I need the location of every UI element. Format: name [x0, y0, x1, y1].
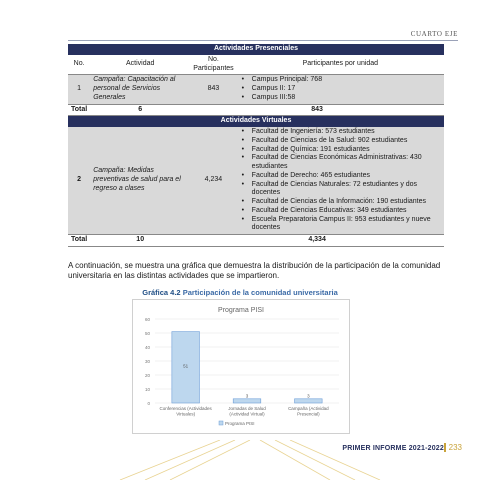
list-item: • Facultad de Derecho: 465 estudiantes	[240, 172, 441, 181]
chart-frame	[132, 299, 350, 434]
x-tick-label: Jornadas de Salud	[228, 406, 266, 411]
legend-label: Programa PISI	[225, 420, 255, 426]
list-item: • Facultad de Ingeniería: 573 estudiantes	[240, 128, 441, 137]
total-actividades: 10	[90, 235, 190, 247]
row-actividad: Campaña: Capacitación al personal de Servicios Generales	[90, 75, 190, 104]
chart-title: Programa PISI	[218, 307, 264, 314]
col-no: No.	[68, 55, 90, 75]
x-tick-label: Campaña (Actividad	[288, 406, 329, 411]
row-participantes: 4,234	[190, 127, 236, 235]
list-item: • Campus Principal: 768	[240, 76, 441, 85]
bar-chart	[133, 300, 349, 433]
intro-paragraph: A continuación, se muestra una gráfica que demuestra la distribución de la participación de la comunidad universitaria en las distintas actividades que se impartieron.	[68, 261, 441, 281]
virtuales-title: Actividades Virtuales	[68, 116, 444, 127]
report-title: PRIMER INFORME 2021-2022	[342, 445, 444, 452]
section-tag: CUARTO EJE	[410, 30, 458, 38]
list-item: • Facultad de Ciencias Naturales: 72 estudiantes y dos docentes	[240, 181, 441, 199]
list-item: • Facultad de Ciencias de la Información: 190 estudiantes	[240, 198, 441, 207]
list-item: • Campus III:58	[240, 94, 441, 103]
caption-text: Participación de la comunidad universitaria	[182, 288, 338, 297]
total-participantes: 843	[190, 104, 444, 116]
row-no: 1	[68, 75, 90, 104]
row-unidades	[237, 127, 444, 235]
list-item: • Facultad de Ciencias Educativas: 349 estudiantes	[240, 207, 441, 216]
row-no: 2	[68, 127, 90, 235]
row-participantes: 843	[190, 75, 236, 104]
legend-swatch	[219, 421, 223, 425]
chart-caption	[0, 288, 480, 297]
total-participantes: 4,334	[190, 235, 444, 247]
data-label: 3	[245, 393, 249, 399]
y-tick-label: 30	[144, 359, 150, 364]
bar	[295, 399, 323, 403]
total-row	[68, 104, 444, 116]
x-tick-label: Presencial)	[297, 411, 320, 417]
col-unidad: Participantes por unidad	[237, 55, 444, 75]
presenciales-header	[68, 44, 444, 55]
y-tick-label: 0	[147, 401, 150, 406]
y-tick-label: 40	[144, 345, 150, 350]
page-number: 233	[444, 443, 462, 452]
total-label: Total	[68, 104, 90, 116]
y-tick-label: 10	[144, 387, 150, 392]
col-participantes: No. Participantes	[190, 55, 236, 75]
total-actividades: 6	[90, 104, 190, 116]
data-label: 3	[307, 393, 310, 399]
unit-list	[240, 128, 441, 233]
x-tick-label: Conferencias (Actividades	[159, 406, 212, 411]
bar	[233, 399, 261, 403]
col-actividad: Actividad	[90, 55, 190, 75]
table-row	[68, 127, 444, 235]
row-unidades	[237, 75, 444, 104]
list-item: • Facultad de Química: 191 estudiantes	[240, 146, 441, 155]
table-row	[68, 75, 444, 104]
column-headers	[68, 55, 444, 75]
virtuales-header	[68, 116, 444, 127]
unit-list	[240, 76, 441, 102]
list-item: • Facultad de Ciencias de la Salud: 902 estudiantes	[240, 137, 441, 146]
row-actividad: Campaña: Medidas preventivas de salud para el regreso a clases	[90, 127, 190, 235]
y-tick-label: 50	[144, 331, 150, 336]
activities-table	[68, 44, 444, 247]
data-label: 51	[183, 363, 189, 369]
total-label: Total	[68, 235, 90, 247]
list-item: • Escuela Preparatoria Campus II: 953 estudiantes y nueve docentes	[240, 216, 441, 234]
caption-number: Gráfica 4.2	[142, 288, 181, 297]
y-tick-label: 60	[144, 317, 150, 322]
y-tick-label: 20	[144, 373, 150, 378]
total-row	[68, 235, 444, 247]
list-item: • Campus II: 17	[240, 85, 441, 94]
presenciales-title: Actividades Presenciales	[68, 44, 444, 55]
header-rule	[68, 40, 458, 41]
x-tick-label: (Actividad Virtual)	[229, 411, 265, 417]
list-item: • Facultad de Ciencias Económicas Administrativas: 430 estudiantes	[240, 154, 441, 172]
x-tick-label: Virtuales)	[176, 411, 196, 417]
